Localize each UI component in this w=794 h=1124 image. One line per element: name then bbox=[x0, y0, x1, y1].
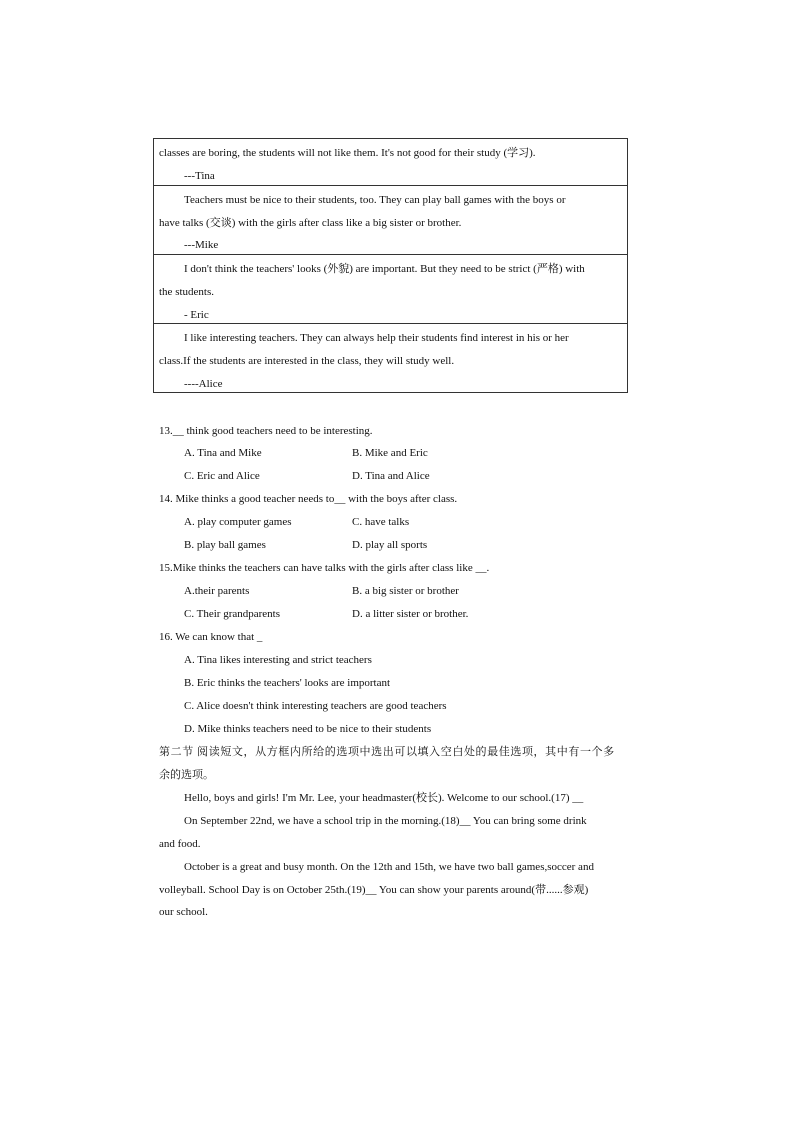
section-2-instructions-line-2: 余的选项。 bbox=[159, 769, 214, 781]
passage-line-5: volleyball. School Day is on October 25th.(19)__ You can show your parents around(带......参观) bbox=[159, 884, 589, 896]
passage-line-4: October is a great and busy month. On the 12th and 15th, we have two ball games,soccer and bbox=[184, 861, 594, 873]
question-14-option-b: B. play ball games bbox=[184, 539, 266, 551]
question-16-stem: 16. We can know that _ bbox=[159, 631, 263, 643]
question-14-stem: 14. Mike thinks a good teacher needs to__ with the boys after class. bbox=[159, 493, 458, 505]
question-13-option-a: A. Tina and Mike bbox=[184, 447, 262, 459]
section-2-instructions-line-1: 第二节 阅读短文，从方框内所给的选项中选出可以填入空白处的最佳选项，其中有一个多 bbox=[159, 746, 615, 758]
passage-line-6: our school. bbox=[159, 906, 208, 918]
tina-text-line-1: classes are boring, the students will not like them. It's not good for their study (学习). bbox=[159, 147, 536, 159]
question-15-option-b: B. a big sister or brother bbox=[352, 585, 459, 597]
alice-author: ----Alice bbox=[184, 378, 223, 390]
mike-text-line-1: Teachers must be nice to their students, too. They can play ball games with the boys or bbox=[184, 194, 566, 206]
question-13-stem: 13.__ think good teachers need to be interesting. bbox=[159, 425, 373, 437]
eric-text-line-1: I don't think the teachers' looks (外貌) are important. But they need to be strict (严格) with bbox=[184, 263, 585, 275]
question-15-option-d: D. a litter sister or brother. bbox=[352, 608, 469, 620]
question-13-option-b: B. Mike and Eric bbox=[352, 447, 428, 459]
question-14-option-d: D. play all sports bbox=[352, 539, 428, 551]
eric-author: - Eric bbox=[184, 309, 209, 321]
question-16-option-c: C. Alice doesn't think interesting teachers are good teachers bbox=[184, 700, 447, 712]
question-15-stem: 15.Mike thinks the teachers can have talks with the girls after class like __. bbox=[159, 562, 490, 574]
question-16-option-a: A. Tina likes interesting and strict teachers bbox=[184, 654, 372, 666]
mike-text-line-2: have talks (交谈) with the girls after class like a big sister or brother. bbox=[159, 217, 462, 229]
eric-text-line-2: the students. bbox=[159, 286, 214, 298]
mike-author: ---Mike bbox=[184, 239, 219, 251]
question-16-option-d: D. Mike thinks teachers need to be nice to their students bbox=[184, 723, 432, 735]
question-13-option-c: C. Eric and Alice bbox=[184, 470, 260, 482]
question-16-option-b: B. Eric thinks the teachers' looks are important bbox=[184, 677, 391, 689]
question-14-option-c: C. have talks bbox=[352, 516, 410, 528]
question-15-option-c: C. Their grandparents bbox=[184, 608, 281, 620]
alice-text-line-1: I like interesting teachers. They can always help their students find interest in his or her bbox=[184, 332, 569, 344]
passage-line-3: and food. bbox=[159, 838, 201, 850]
question-13-option-d: D. Tina and Alice bbox=[352, 470, 430, 482]
alice-text-line-2: class.If the students are interested in the class, they will study well. bbox=[159, 355, 455, 367]
passage-line-2: On September 22nd, we have a school trip in the morning.(18)__ You can bring some drink bbox=[184, 815, 587, 827]
question-15-option-a: A.their parents bbox=[184, 585, 250, 597]
passage-line-1: Hello, boys and girls! I'm Mr. Lee, your headmaster(校长). Welcome to our school.(17) __ bbox=[184, 792, 584, 804]
tina-author: ---Tina bbox=[184, 170, 215, 182]
question-14-option-a: A. play computer games bbox=[184, 516, 292, 528]
